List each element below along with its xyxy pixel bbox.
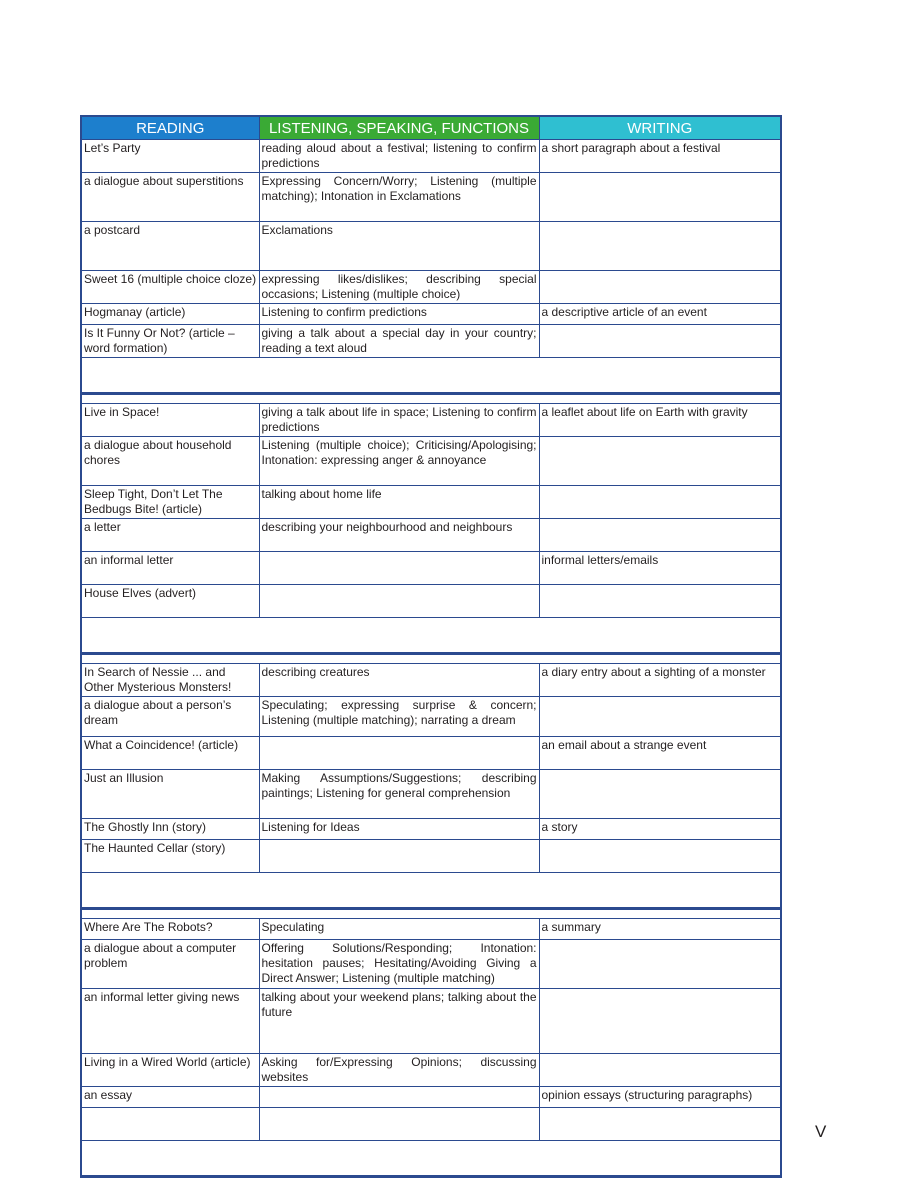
contents-table (80, 115, 782, 1178)
unit-gap (81, 654, 781, 664)
reading-cell: Sleep Tight, Don’t Let The Bedbugs Bite! (article) (81, 486, 259, 519)
unit-end-row (81, 618, 781, 654)
unit-gap (81, 909, 781, 919)
listening-cell (259, 552, 539, 585)
writing-cell: a descriptive article of an event (539, 304, 781, 325)
writing-cell (539, 486, 781, 519)
listening-cell: describing your neighbourhood and neighbours (259, 519, 539, 552)
listening-cell: Expressing Concern/Worry; Listening (multiple matching); Intonation in Exclamations (259, 173, 539, 222)
unit-end-cell (81, 358, 781, 394)
table-row (81, 222, 781, 271)
writing-cell: a leaflet about life on Earth with gravity (539, 404, 781, 437)
page-number: V (815, 1122, 827, 1141)
table-row (81, 697, 781, 737)
table-row (81, 404, 781, 437)
gap-cell (539, 909, 781, 919)
reading-cell: The Ghostly Inn (story) (81, 819, 259, 840)
reading-cell: a dialogue about a computer problem (81, 940, 259, 989)
listening-cell (259, 737, 539, 770)
gap-cell (539, 654, 781, 664)
writing-cell (539, 519, 781, 552)
writing-cell (539, 697, 781, 737)
writing-cell (539, 940, 781, 989)
table-row (81, 1087, 781, 1108)
reading-cell: an essay (81, 1087, 259, 1108)
reading-cell: Sweet 16 (multiple choice cloze) (81, 271, 259, 304)
writing-cell (539, 325, 781, 358)
unit-end-row (81, 358, 781, 394)
gap-cell (259, 654, 539, 664)
listening-cell: talking about home life (259, 486, 539, 519)
writing-cell (539, 222, 781, 271)
table-row (81, 940, 781, 989)
reading-cell: Where Are The Robots? (81, 919, 259, 940)
listening-cell: Offering Solutions/Responding; Intonation: hesitation pauses; Hesitating/Avoiding Giving a Direct Answer; Listening (multiple matching) (259, 940, 539, 989)
table-row (81, 585, 781, 618)
unit-end-cell (81, 873, 781, 909)
table-row (81, 552, 781, 585)
writing-cell (539, 770, 781, 819)
table-row (81, 325, 781, 358)
reading-cell: Living in a Wired World (article) (81, 1054, 259, 1087)
gap-cell (259, 394, 539, 404)
table-row (81, 770, 781, 819)
reading-cell: a letter (81, 519, 259, 552)
reading-cell: Is It Funny Or Not? (article – word formation) (81, 325, 259, 358)
listening-cell: giving a talk about life in space; Listening to confirm predictions (259, 404, 539, 437)
unit-end-cell (81, 618, 781, 654)
writing-cell: a summary (539, 919, 781, 940)
table-row (81, 664, 781, 697)
table-row (81, 919, 781, 940)
unit-end-cell (81, 1141, 781, 1177)
table-row (81, 840, 781, 873)
listening-cell: Exclamations (259, 222, 539, 271)
reading-cell: House Elves (advert) (81, 585, 259, 618)
listening-speaking-functions-header: LISTENING, SPEAKING, FUNCTIONS (259, 116, 539, 140)
table-row (81, 1054, 781, 1087)
listening-cell: Asking for/Expressing Opinions; discussing websites (259, 1054, 539, 1087)
listening-cell: Speculating (259, 919, 539, 940)
table-row (81, 486, 781, 519)
writing-cell (539, 1108, 781, 1141)
listening-cell: Listening for Ideas (259, 819, 539, 840)
writing-cell (539, 173, 781, 222)
listening-cell: Making Assumptions/Suggestions; describing paintings; Listening for general comprehension (259, 770, 539, 819)
table-row (81, 271, 781, 304)
writing-cell: an email about a strange event (539, 737, 781, 770)
reading-cell: an informal letter giving news (81, 989, 259, 1054)
contents-table-wrapper (80, 115, 780, 1178)
writing-cell: a story (539, 819, 781, 840)
writing-cell (539, 271, 781, 304)
writing-cell: informal letters/emails (539, 552, 781, 585)
listening-cell: Listening (multiple choice); Criticising/Apologising; Intonation: expressing anger & annoyance (259, 437, 539, 486)
reading-cell: a postcard (81, 222, 259, 271)
listening-cell: expressing likes/dislikes; describing special occasions; Listening (multiple choice) (259, 271, 539, 304)
table-row (81, 737, 781, 770)
reading-cell: Live in Space! (81, 404, 259, 437)
writing-cell (539, 989, 781, 1054)
reading-cell: Let’s Party (81, 140, 259, 173)
listening-cell: Speculating; expressing surprise & concern; Listening (multiple matching); narrating a dream (259, 697, 539, 737)
writing-cell (539, 1054, 781, 1087)
listening-cell: describing creatures (259, 664, 539, 697)
reading-cell: Hogmanay (article) (81, 304, 259, 325)
table-row (81, 437, 781, 486)
reading-cell: a dialogue about household chores (81, 437, 259, 486)
writing-header: WRITING (539, 116, 781, 140)
listening-cell (259, 840, 539, 873)
writing-cell: a short paragraph about a festival (539, 140, 781, 173)
reading-cell: an informal letter (81, 552, 259, 585)
gap-cell (81, 909, 259, 919)
listening-cell: Listening to confirm predictions (259, 304, 539, 325)
table-row (81, 819, 781, 840)
gap-cell (539, 394, 781, 404)
table-body (81, 140, 781, 1177)
writing-cell: a diary entry about a sighting of a monster (539, 664, 781, 697)
listening-cell (259, 1087, 539, 1108)
gap-cell (81, 394, 259, 404)
reading-header: READING (81, 116, 259, 140)
unit-end-row (81, 873, 781, 909)
writing-cell: opinion essays (structuring paragraphs) (539, 1087, 781, 1108)
table-row (81, 989, 781, 1054)
reading-cell: Just an Illusion (81, 770, 259, 819)
reading-cell: What a Coincidence! (article) (81, 737, 259, 770)
reading-cell: In Search of Nessie ... and Other Mysterious Monsters! (81, 664, 259, 697)
unit-gap (81, 394, 781, 404)
listening-cell (259, 585, 539, 618)
table-row (81, 304, 781, 325)
listening-cell: talking about your weekend plans; talking about the future (259, 989, 539, 1054)
writing-cell (539, 437, 781, 486)
gap-cell (259, 909, 539, 919)
writing-cell (539, 840, 781, 873)
writing-cell (539, 585, 781, 618)
table-row (81, 140, 781, 173)
listening-cell (259, 1108, 539, 1141)
reading-cell (81, 1108, 259, 1141)
reading-cell: a dialogue about superstitions (81, 173, 259, 222)
unit-end-row (81, 1141, 781, 1177)
table-row (81, 519, 781, 552)
listening-cell: reading aloud about a festival; listening to confirm predictions (259, 140, 539, 173)
gap-cell (81, 654, 259, 664)
reading-cell: The Haunted Cellar (story) (81, 840, 259, 873)
listening-cell: giving a talk about a special day in your country; reading a text aloud (259, 325, 539, 358)
table-row (81, 1108, 781, 1141)
reading-cell: a dialogue about a person’s dream (81, 697, 259, 737)
table-row (81, 173, 781, 222)
header-row (81, 116, 781, 140)
